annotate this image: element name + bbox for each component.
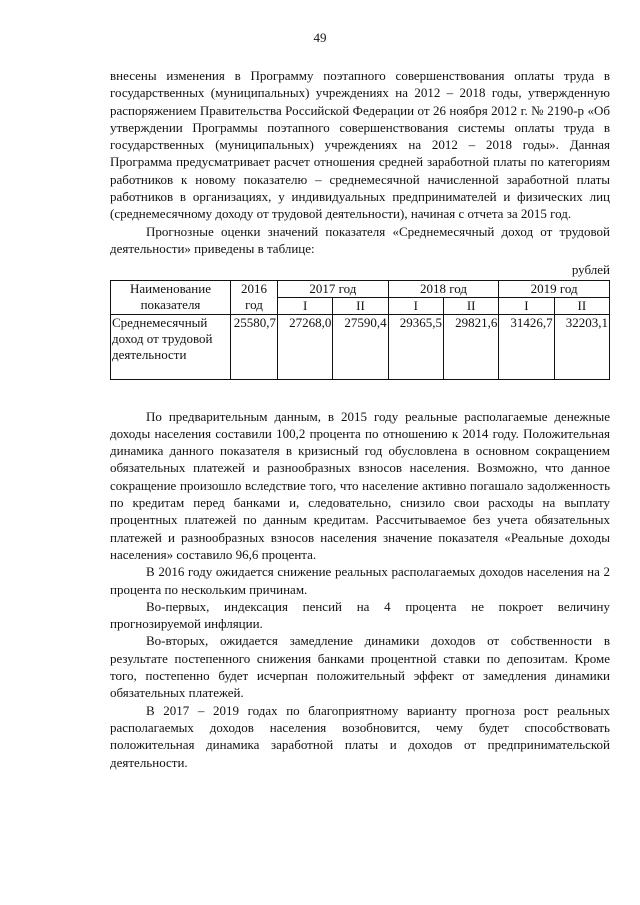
document-body xyxy=(110,67,610,771)
paragraph: Во-вторых, ожидается замедление динамики доходов от собственности в результате постепенного снижения банками процентной ставки по депозитам. Кроме того, постепенно будет исчерпан положительный эффект от замедления динамики обязательных платежей. xyxy=(110,633,610,701)
paragraph: внесены изменения в Программу поэтапного совершенствования оплаты труда в государственных (муниципальных) учреждениях на 2012 – 2018 годы, утвержденную распоряжением Правительства Российской Федерации от 26 ноября 2012 г. № 2190-р «Об утверждении Программы поэтапного совершенствования системы оплаты труда в государственных (муниципальных) учреждениях на 2012 – 2018 годы». Данная Программа предусматривает расчет отношения средней заработной платы по категориям работников к новому показателю – среднемесячной начисленной заработной платы работников в организациях, у индивидуальных предпринимателей и физических лиц (среднемесячному доходу от трудовой деятельности), начиная с отчета за 2015 год. xyxy=(110,68,610,222)
column-header-indicator: Наименование показателя xyxy=(111,280,231,314)
page-number: 49 xyxy=(313,30,327,45)
column-subheader-half: I xyxy=(499,297,554,314)
paragraph: В 2016 году ожидается снижение реальных располагаемых доходов населения на 2 процента по нескольким причинам. xyxy=(110,564,610,597)
paragraph: Во-первых, индексация пенсий на 4 процента не покроет величину прогнозируемой инфляции. xyxy=(110,598,610,632)
column-header-2017: 2017 год xyxy=(278,280,389,297)
column-subheader-half: II xyxy=(554,297,609,314)
text-after-table xyxy=(110,408,610,771)
table-cell: 29821,6 xyxy=(443,314,498,379)
paragraph: Прогнозные оценки значений показателя «Среднемесячный доход от трудовой деятельности» приведены в таблице: xyxy=(110,223,610,256)
table-cell: 27590,4 xyxy=(333,314,388,379)
table-header-row xyxy=(111,280,610,297)
table-unit-label: рублей xyxy=(571,262,610,278)
column-header-2016: 2016 год xyxy=(231,280,278,314)
forecast-table xyxy=(110,280,610,380)
table-cell: 27268,0 xyxy=(278,314,333,379)
column-header-2019: 2019 год xyxy=(499,280,610,297)
table-row xyxy=(111,314,610,379)
paragraph: В 2017 – 2019 годах по благоприятному варианту прогноза рост реальных располагаемых доходов населения возобновится, чему будет способствовать положительная динамика заработной платы и доходов от предпринимательской деятельности. xyxy=(110,702,610,770)
paragraph: По предварительным данным, в 2015 году реальные располагаемые денежные доходы населения составили 100,2 процента по отношению к 2014 году. Положительная динамика данного показателя в кризисный год обусловлена в основном сокращением обязательных платежей и разнообразных взносов населения. Возможно, что данное сокращение произошло вследствие того, что население активно погашало задолженность по кредитам перед банками и, следовательно, снизило свои расходы на выплату процентных платежей по данным кредитам. Рассчитываемое без учета обязательных платежей и разнообразных взносов населения значение показателя «Реальные доходы населения» составило 96,6 процента. xyxy=(110,408,610,562)
table-cell: 29365,5 xyxy=(388,314,443,379)
column-subheader-half: I xyxy=(278,297,333,314)
table-cell: 25580,7 xyxy=(231,314,278,379)
table-cell: 31426,7 xyxy=(499,314,554,379)
column-header-2018: 2018 год xyxy=(388,280,499,297)
row-indicator-name: Среднемесячный доход от трудовой деятельности xyxy=(111,314,231,379)
table-cell: 32203,1 xyxy=(554,314,609,379)
column-subheader-half: II xyxy=(333,297,388,314)
column-subheader-half: I xyxy=(388,297,443,314)
column-subheader-half: II xyxy=(443,297,498,314)
